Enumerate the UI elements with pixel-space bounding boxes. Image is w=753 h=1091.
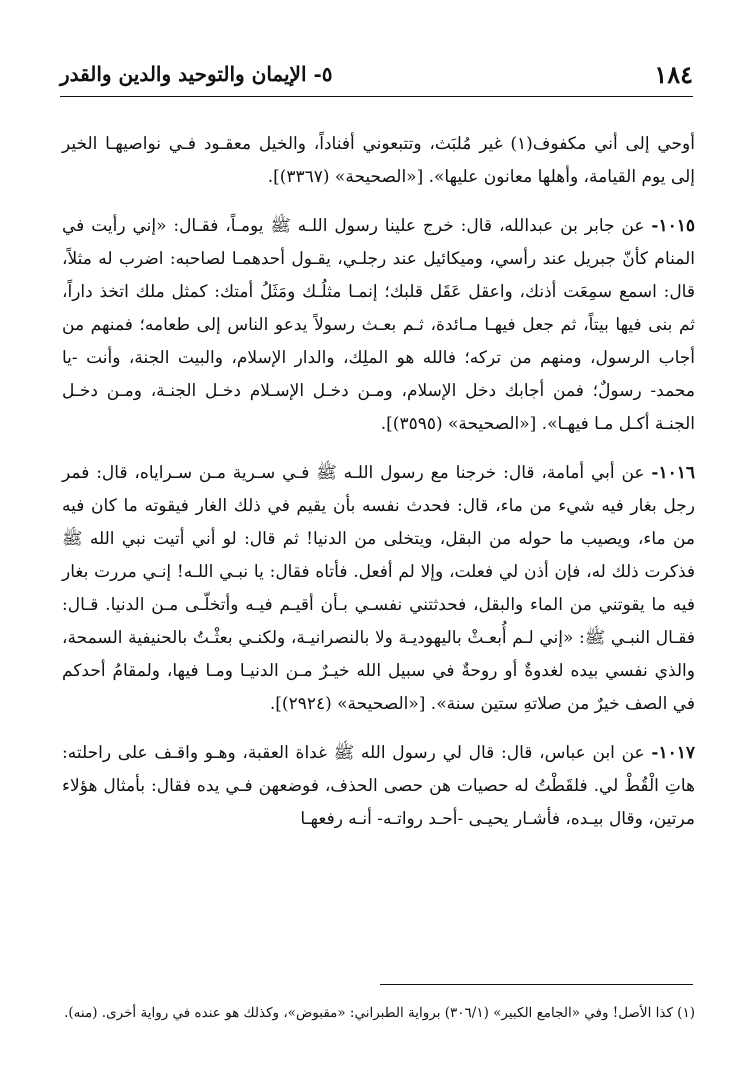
paragraph-text: أوحي إلى أني مكفوف(١) غير مُلبَث، وتتبعوني أفناداً، والخيل معقـود فـي نواصيهـا الخير إلى يوم القيامة، وأهلها معانون عليها». [«الصحيحة» (٣٣٦٧)]. bbox=[62, 134, 695, 187]
header-divider bbox=[60, 96, 693, 97]
hadith-number: ١٠١٦- bbox=[651, 463, 695, 483]
hadith-1017 bbox=[62, 737, 695, 836]
main-text bbox=[62, 128, 695, 852]
paragraph-continuation bbox=[62, 128, 695, 194]
hadith-number: ١٠١٥- bbox=[651, 216, 696, 236]
footnote bbox=[62, 1000, 695, 1026]
hadith-number: ١٠١٧- bbox=[651, 743, 696, 763]
footnote-text: (١) كذا الأصل! وفي «الجامع الكبير» (٣٠٦/١) برواية الطبراني: «مقبوض»، وكذلك هو عنده في رواية أخرى. (منه). bbox=[64, 1005, 695, 1021]
page-number: ١٨٤ bbox=[654, 60, 693, 89]
paragraph-text: عن ابن عباس، قال: قال لي رسول الله ﷺ غداة العقبة، وهـو واقـف على راحلته: هاتِ الْقُطْ لي. فلقَطْتُ له حصيات هن حصى الحذف، فوضعهن فـي يده فقال: بأمثال هؤلاء مرتين، وقال بيـده، فأشـار يحيـى -أحـد رواتـه- أنـه رفعهـا bbox=[62, 743, 695, 829]
paragraph-text: عن أبي أمامة، قال: خرجنا مع رسول اللـه ﷺ فـي سـرية مـن سـراياه، قال: فمر رجل بغار فيه شيء من ماء، قال: فحدث نفسه بأن يقيم في ذلك الغار فيقوته ما كان فيه من ماء، ويصيب ما حوله من البقل، ويتخلى من الدنيا! ثم قال: لو أني أتيت نبي الله ﷺ فذكرت ذلك له، فإن أذن لي فعلت، وإلا لم أفعل. فأتاه فقال: يا نبـي اللـه! إنـي مررت بغار فيه ما يقوتني من الماء والبقل، فحدثتني نفسـي بـأن أقيـم فيـه وأتخلّـى مـن الدنيا. قـال: فقـال النبـي ﷺ: «إني لـم أُبعـثْ باليهوديـة ولا بالنصرانيـة، ولكنـي بعثْـتُ بالحنيفية السمحة، والذي نفسي بيده لغدوةٌ أو روحةٌ في سبيل الله خيـرٌ مـن الدنيـا ومـا فيها، ولمقامُ أحدكم في الصف خيرٌ من صلاتهِ ستين سنة». [«الصحيحة» (٢٩٢٤)]. bbox=[62, 463, 695, 714]
hadith-1015 bbox=[62, 210, 695, 441]
chapter-title: ٥- الإيمان والتوحيد والدين والقدر bbox=[60, 62, 333, 86]
hadith-1016 bbox=[62, 457, 695, 721]
footnote-divider bbox=[380, 984, 693, 985]
paragraph-text: عن جابر بن عبدالله، قال: خرج علينا رسول اللـه ﷺ يومـاً، فقـال: «إني رأيت في المنام كأنّ جبريل عند رأسي، وميكائيل عند رجلـي، يقـول أحدهمـا لصاحبه: اضرب له مثلاً، قال: اسمع سمِعَت أذنك، واعقل عَقَل قلبك؛ إنمـا مثلُـك ومَثَلُ أمتك: كمثل ملك اتخذ داراً، ثم بنى فيها بيتاً، ثم جعل فيهـا مـائدة، ثـم بعـث رسولاً يدعو الناس إلى طعامه؛ فمنهم من أجاب الرسول، ومنهم من تركه؛ فالله هو الملِك، والدار الإسلام، والبيت الجنة، وأنت -يا محمد- رسولٌ؛ فمن أجابك دخل الإسلام، ومـن دخـل الإسـلام دخـل الجنـة، ومـن دخـل الجنـة أكـل مـا فيهـا». [«الصحيحة» (٣٥٩٥)]. bbox=[62, 216, 695, 434]
page-header bbox=[60, 54, 693, 96]
